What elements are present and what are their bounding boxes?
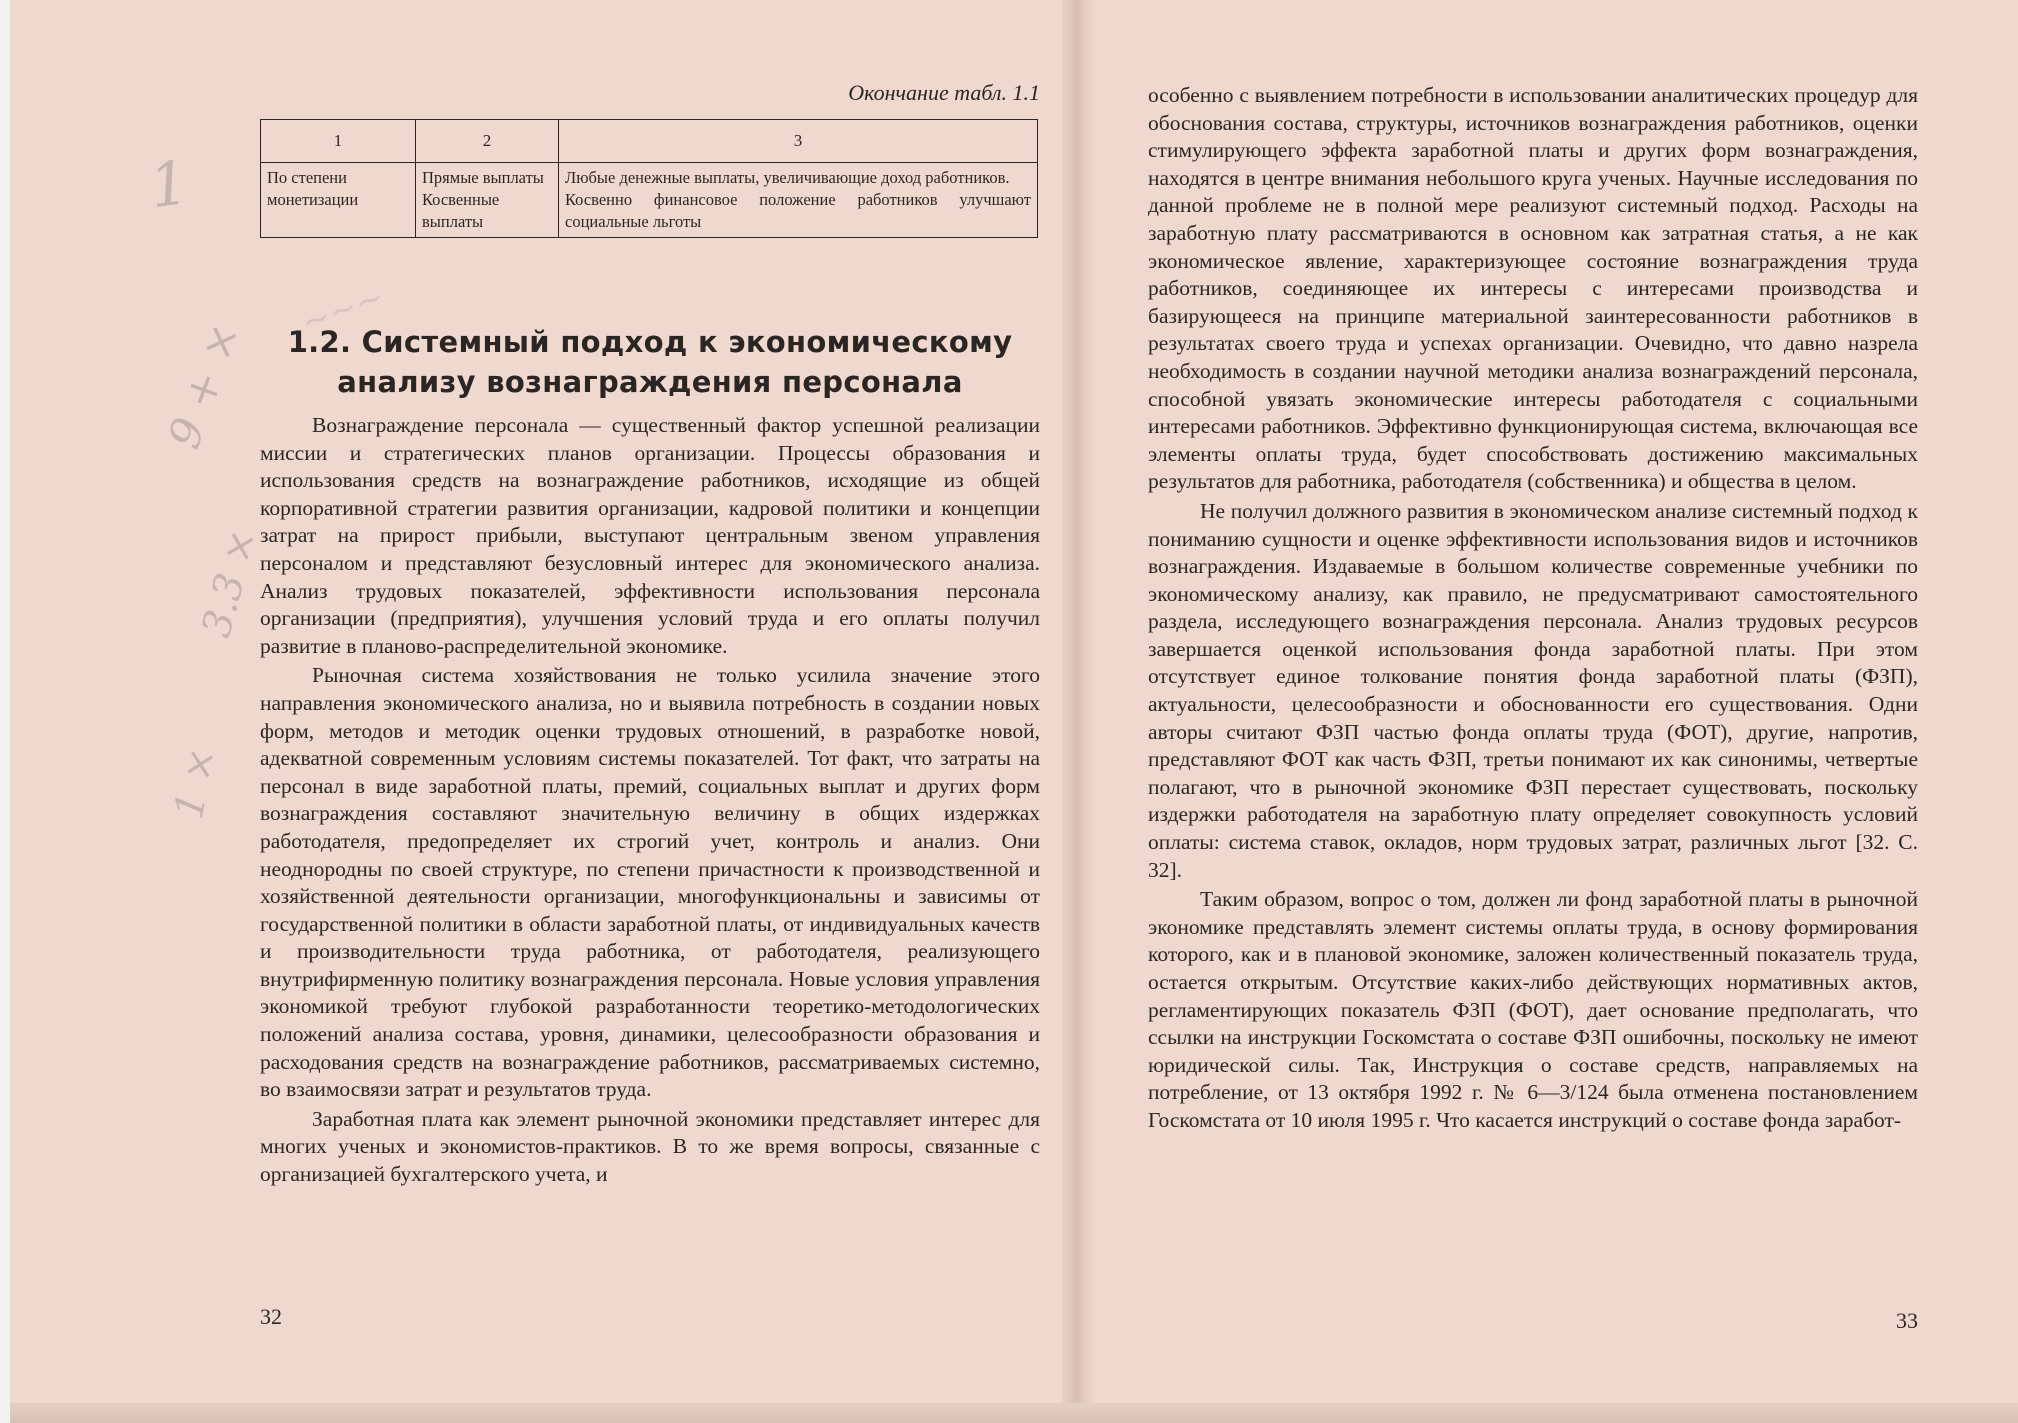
table-header-cell: 1 <box>261 120 416 163</box>
table-caption: Окончание табл. 1.1 <box>848 80 1040 105</box>
left-body-text <box>260 412 1040 1191</box>
table-cell-description: Любые денежные выплаты, увеличивающие доход работников. <box>565 168 1010 187</box>
table-header-cell: 3 <box>559 120 1038 163</box>
paragraph: особенно с выявлением потребности в использовании аналитических процедур для обоснования состава, структуры, источников вознаграждения работников, оценки стимулирующего эффекта заработной платы и других форм вознаграждения, находятся в центре внимания небольшого круга ученых. Научные исследования по данной проблеме не в полной мере реализуют системный подход. Расходы на заработную плату рассматриваются в основном как затратная статья, а не как экономическое явление, характеризующее состояние вознаграждения труда работников, соединяющее их интересы с интересами производства и базирующееся на принципе материальной заинтересованности работников в результатах своего труда и успехах организации. Очевидно, что давно назрела необходимость в создании научной методики анализа вознаграждений персонала, способной увязать экономические интересы работодателя с социальными интересами работников. Эффективно функционирующая система, включающая все элементы оплаты труда, будет способствовать достижению максимальных результатов для работника, работодателя (собственника) и общества в целом. <box>1148 83 1918 494</box>
book-gutter <box>1062 0 1096 1423</box>
table-cell-type: Косвенные выплаты <box>422 190 500 231</box>
pencil-annotation: 9 + × <box>158 315 251 456</box>
pencil-annotation: 1 <box>145 147 193 223</box>
paragraph: Таким образом, вопрос о том, должен ли фонд заработной платы в рыночной экономике представлять элемент системы оплаты труда, в основу формирования которого, как и в плановой экономике, заложен количественный показатель труда, остается открытым. Отсутствие каких-либо действующих нормативных актов, регламентирующих показатель ФЗП (ФОТ), дает основание предполагать, что ссылки на инструкции Госкомстата о составе ФЗП ошибочны, поскольку не имеют юридической силы. Так, Инструкция о составе средств, направляемых на потребление, от 13 октября 1992 г. № 6—3/124 была отменена постановлением Госкомстата от 10 июля 1995 г. Что касается инструкций о составе фонда заработ- <box>1148 887 1918 1132</box>
page-edge <box>10 1403 2018 1423</box>
right-body-text <box>1148 82 1918 1137</box>
page-number: 32 <box>260 1304 282 1329</box>
pencil-annotation: 1 × <box>165 743 226 823</box>
paragraph: Рыночная система хозяйствования не только усилила значение этого направления экономического анализа, но и выявила потребность в создании новых форм, методов и методик оценки трудовых отношений, в разработке новой, адекватной современным условиям системы показателей. Тот факт, что затраты на персонал в виде заработной платы, премий, социальных выплат и других форм вознаграждения составляют значительную величину в общих издержках работодателя, предопределяет их строгий учет, контроль и анализ. Они неоднородны по своей структуре, по степени причастности к производственной и хозяйственной деятельности организации, многофункциональны и зависимы от государственной политики в области заработной платы, от индивидуальных качеств и производительности труда работника, от работодателя, реализующего внутрифирменную политику вознаграждения персонала. Новые условия управления экономикой требуют глубокой разработанности теоретико-методологических положений анализа состава, уровня, динамики, целесообразности образования и расходования средств на вознаграждение работников, рассматриваемых системно, во взаимосвязи затрат и результатов труда. <box>260 663 1040 1102</box>
pencil-annotation: ~~~ <box>295 276 390 344</box>
paragraph: Заработная плата как элемент рыночной экономики представляет интерес для многих ученых и экономистов-практиков. В то же время вопросы, связанные с организацией бухгалтерского учета, и <box>260 1106 1040 1187</box>
table-header-cell: 2 <box>416 120 559 163</box>
section-heading-line: 1.2. Системный подход к экономическому <box>287 325 1013 359</box>
paragraph: Не получил должного развития в экономическом анализе системный подход к пониманию сущности и оценке эффективности использования видов и источников вознаграждения. Издаваемые в большом количестве современные учебники по экономическому анализу, как правило, не предусматривают самостоятельного раздела, исследующего вознаграждения персонала. Анализ трудовых ресурсов завершается оценкой использования фонда заработной платы. При этом отсутствует единое толкование понятия фонда заработной платы (ФЗП), актуальности, целесообразности и обоснованности его существования. Одни авторы считают ФЗП частью фонда оплаты труда (ФОТ), другие, напротив, представляют ФОТ как часть ФЗП, третьи понимают их как синонимы, четвертые полагают, что в рыночной экономике ФЗП перестает существовать, поскольку издержки работодателя на заработную плату определяет совокупность условий оплаты: система ставок, окладов, норм трудовых затрат, различных льгот [32. С. 32]. <box>1148 498 1918 882</box>
table-cell-descriptions <box>559 163 1038 238</box>
page-number: 33 <box>1896 1308 1918 1333</box>
table-cell-type: Прямые выплаты <box>422 168 544 187</box>
section-heading <box>260 322 1040 402</box>
table-cell-criterion: По степени монетизации <box>261 163 416 238</box>
table-row <box>261 163 1038 238</box>
pencil-annotation: 3.3 × <box>193 523 267 643</box>
table-1-1 <box>260 119 1038 238</box>
table-cell-types <box>416 163 559 238</box>
paragraph: Вознаграждение персонала — существенный фактор успешной реализации миссии и стратегических планов организации. Процессы образования и использования средств на вознаграждение работников, исходящие из общей корпоративной стратегии развития организации, кадровой политики и концепции затрат на прирост прибыли, выступают центральным звеном управления персоналом и представляют безусловный интерес для экономического анализа. Анализ трудовых показателей, эффективности использования персонала организации (предприятия), улучшения условий труда и его оплаты получил развитие в планово-распределительной экономике. <box>260 413 1040 658</box>
section-heading-line: анализу вознаграждения персонала <box>337 365 963 399</box>
table-cell-description: Косвенно финансовое положение работников улучшают социальные льготы <box>565 190 1031 231</box>
